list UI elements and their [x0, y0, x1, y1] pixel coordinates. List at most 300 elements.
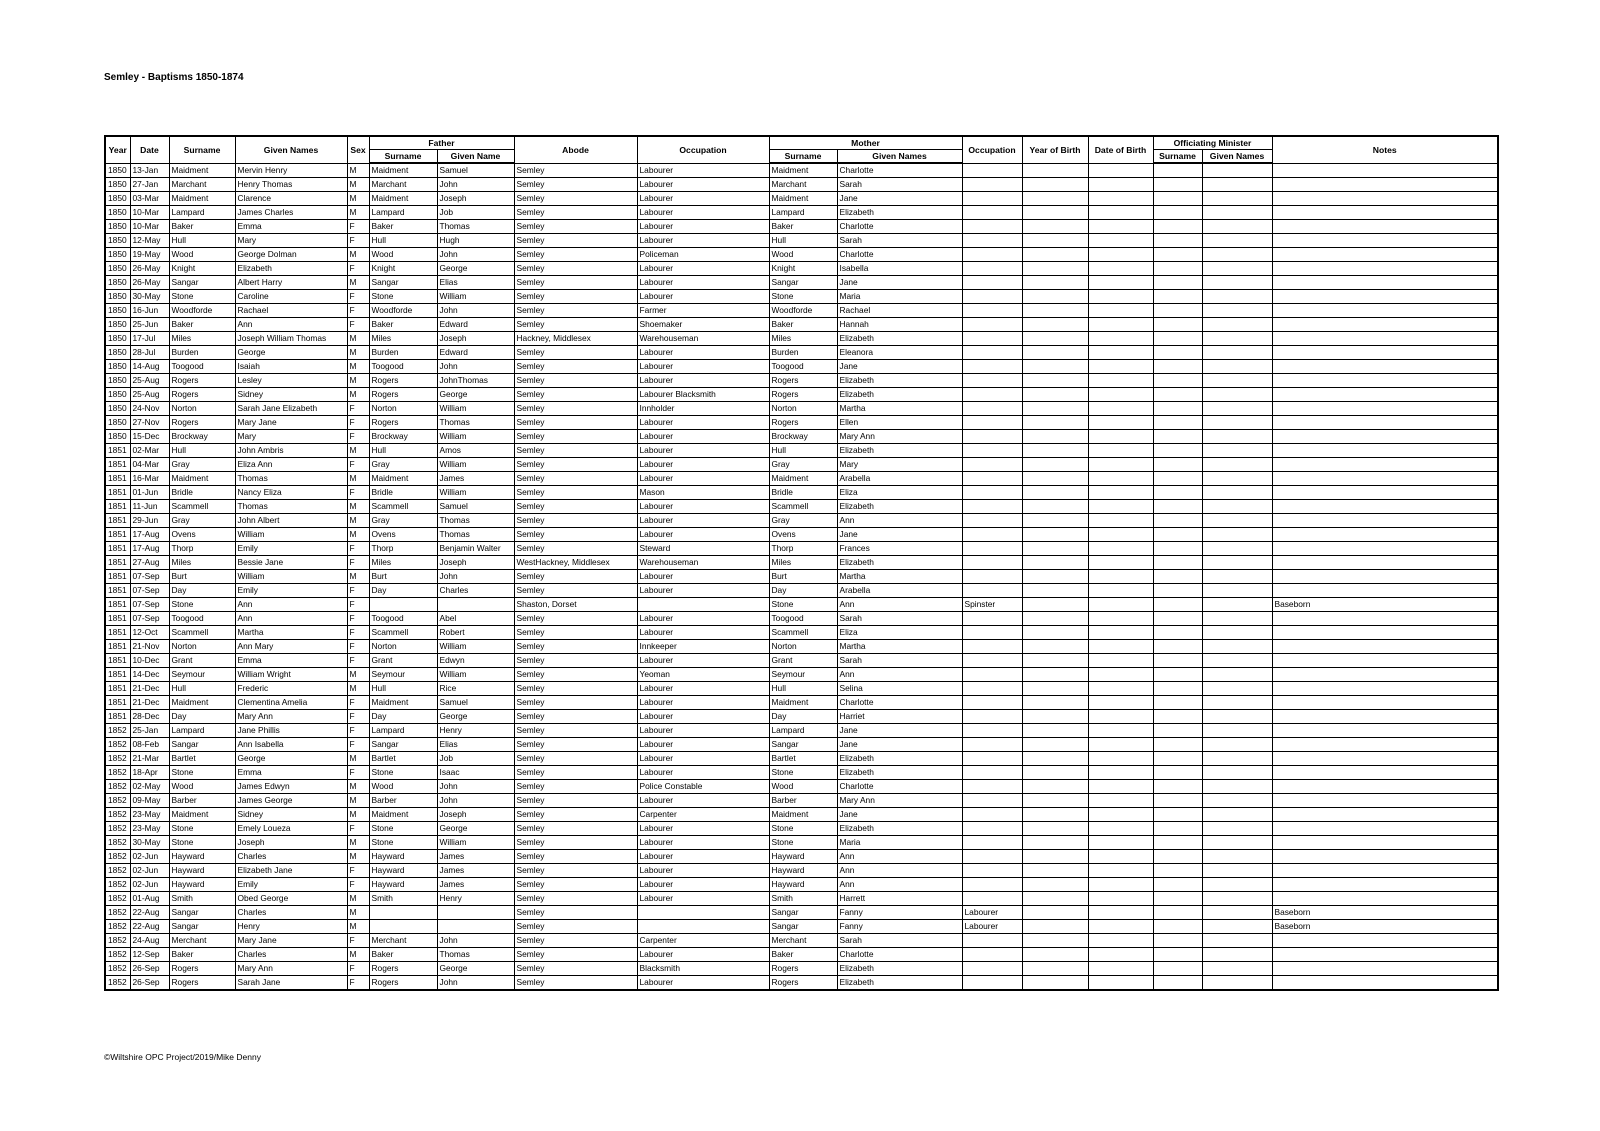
cell-minister-surname	[1153, 178, 1202, 192]
cell-minister-surname	[1153, 402, 1202, 416]
cell-occupation: Labourer	[637, 654, 769, 668]
table-row	[105, 318, 1498, 332]
cell-year-of-birth	[1022, 906, 1088, 920]
cell-notes	[1272, 570, 1498, 584]
cell-sex: M	[347, 570, 369, 584]
cell-year-of-birth	[1022, 514, 1088, 528]
cell-notes	[1272, 864, 1498, 878]
cell-notes	[1272, 444, 1498, 458]
cell-sex: M	[347, 948, 369, 962]
cell-mother-given-names: Hannah	[837, 318, 962, 332]
cell-occupation: Labourer	[637, 472, 769, 486]
cell-date-of-birth	[1088, 388, 1153, 402]
cell-notes	[1272, 346, 1498, 360]
cell-year-of-birth	[1022, 808, 1088, 822]
table-row	[105, 374, 1498, 388]
cell-notes	[1272, 290, 1498, 304]
table-row	[105, 388, 1498, 402]
cell-minister-given-names	[1202, 430, 1272, 444]
cell-abode: Semley	[514, 500, 637, 514]
cell-date-of-birth	[1088, 696, 1153, 710]
cell-sex: F	[347, 598, 369, 612]
cell-year: 1852	[105, 808, 130, 822]
cell-minister-surname	[1153, 332, 1202, 346]
cell-mother-occupation	[962, 262, 1022, 276]
cell-year-of-birth	[1022, 178, 1088, 192]
cell-mother-surname: Stone	[769, 822, 837, 836]
cell-date: 10-Mar	[130, 206, 169, 220]
cell-sex: F	[347, 710, 369, 724]
table-row	[105, 808, 1498, 822]
cell-year-of-birth	[1022, 486, 1088, 500]
cell-father-given-name: Edward	[437, 318, 514, 332]
cell-minister-given-names	[1202, 374, 1272, 388]
cell-minister-given-names	[1202, 682, 1272, 696]
cell-date: 18-Apr	[130, 766, 169, 780]
cell-minister-given-names	[1202, 850, 1272, 864]
col-header-occupation: Occupation	[637, 136, 769, 163]
cell-occupation: Labourer	[637, 374, 769, 388]
cell-mother-given-names: Mary Ann	[837, 794, 962, 808]
table-row	[105, 472, 1498, 486]
cell-surname: Day	[169, 710, 235, 724]
cell-minister-given-names	[1202, 472, 1272, 486]
cell-father-given-name: James	[437, 878, 514, 892]
cell-mother-given-names: Jane	[837, 192, 962, 206]
cell-father-surname: Wood	[369, 248, 437, 262]
cell-abode: Semley	[514, 514, 637, 528]
cell-year-of-birth	[1022, 416, 1088, 430]
cell-abode: Semley	[514, 416, 637, 430]
cell-date-of-birth	[1088, 472, 1153, 486]
cell-occupation: Innholder	[637, 402, 769, 416]
cell-father-given-name: John	[437, 570, 514, 584]
cell-mother-given-names: Charlotte	[837, 780, 962, 794]
cell-minister-surname	[1153, 878, 1202, 892]
cell-sex: M	[347, 528, 369, 542]
cell-surname: Stone	[169, 290, 235, 304]
cell-surname: Stone	[169, 822, 235, 836]
cell-year-of-birth	[1022, 374, 1088, 388]
cell-date: 11-Jun	[130, 500, 169, 514]
cell-year: 1851	[105, 528, 130, 542]
cell-abode: Semley	[514, 794, 637, 808]
cell-date-of-birth	[1088, 416, 1153, 430]
cell-given-names: Emily	[235, 542, 347, 556]
cell-year: 1850	[105, 248, 130, 262]
cell-mother-given-names: Sarah	[837, 178, 962, 192]
cell-sex: F	[347, 458, 369, 472]
cell-father-given-name: Samuel	[437, 696, 514, 710]
cell-sex: F	[347, 654, 369, 668]
cell-date-of-birth	[1088, 780, 1153, 794]
cell-occupation: Labourer	[637, 836, 769, 850]
cell-father-given-name: Amos	[437, 444, 514, 458]
cell-father-given-name: Elias	[437, 276, 514, 290]
cell-year-of-birth	[1022, 682, 1088, 696]
cell-sex: F	[347, 976, 369, 991]
cell-mother-occupation	[962, 388, 1022, 402]
cell-mother-given-names: Elizabeth	[837, 822, 962, 836]
cell-father-surname: Rogers	[369, 374, 437, 388]
cell-year: 1850	[105, 416, 130, 430]
cell-date-of-birth	[1088, 402, 1153, 416]
cell-year: 1852	[105, 864, 130, 878]
cell-mother-given-names: Elizabeth	[837, 500, 962, 514]
cell-abode: Semley	[514, 934, 637, 948]
cell-date-of-birth	[1088, 430, 1153, 444]
cell-surname: Lampard	[169, 206, 235, 220]
cell-abode: Semley	[514, 920, 637, 934]
cell-father-surname: Brockway	[369, 430, 437, 444]
cell-mother-given-names: Jane	[837, 360, 962, 374]
cell-date: 17-Aug	[130, 528, 169, 542]
cell-year: 1852	[105, 878, 130, 892]
cell-mother-occupation	[962, 696, 1022, 710]
cell-mother-occupation	[962, 163, 1022, 178]
cell-father-surname: Ovens	[369, 528, 437, 542]
cell-surname: Ovens	[169, 528, 235, 542]
cell-occupation: Labourer	[637, 192, 769, 206]
cell-year-of-birth	[1022, 542, 1088, 556]
cell-father-surname: Stone	[369, 836, 437, 850]
cell-surname: Burden	[169, 346, 235, 360]
cell-occupation: Labourer Blacksmith	[637, 388, 769, 402]
cell-year-of-birth	[1022, 430, 1088, 444]
cell-minister-surname	[1153, 892, 1202, 906]
cell-minister-surname	[1153, 710, 1202, 724]
cell-father-surname: Toogood	[369, 360, 437, 374]
cell-notes	[1272, 318, 1498, 332]
cell-minister-surname	[1153, 206, 1202, 220]
cell-year: 1852	[105, 738, 130, 752]
cell-mother-given-names: Mary	[837, 458, 962, 472]
cell-date: 07-Sep	[130, 570, 169, 584]
cell-notes	[1272, 163, 1498, 178]
cell-abode: Semley	[514, 780, 637, 794]
cell-minister-given-names	[1202, 290, 1272, 304]
cell-date-of-birth	[1088, 346, 1153, 360]
cell-father-given-name: George	[437, 710, 514, 724]
cell-given-names: Clarence	[235, 192, 347, 206]
cell-given-names: Caroline	[235, 290, 347, 304]
cell-date: 01-Aug	[130, 892, 169, 906]
cell-father-given-name: William	[437, 668, 514, 682]
cell-notes	[1272, 486, 1498, 500]
table-row	[105, 360, 1498, 374]
cell-mother-occupation	[962, 626, 1022, 640]
cell-sex: M	[347, 163, 369, 178]
cell-year-of-birth	[1022, 220, 1088, 234]
cell-given-names: John Albert	[235, 514, 347, 528]
cell-year-of-birth	[1022, 626, 1088, 640]
cell-minister-given-names	[1202, 514, 1272, 528]
cell-surname: Baker	[169, 220, 235, 234]
cell-abode: Semley	[514, 640, 637, 654]
cell-year: 1851	[105, 556, 130, 570]
cell-mother-surname: Day	[769, 584, 837, 598]
cell-surname: Baker	[169, 948, 235, 962]
cell-mother-surname: Ovens	[769, 528, 837, 542]
col-header-mother-given-names: Given Names	[837, 150, 962, 164]
cell-abode: Semley	[514, 906, 637, 920]
cell-abode: Semley	[514, 878, 637, 892]
cell-father-given-name: Thomas	[437, 948, 514, 962]
cell-given-names: Isaiah	[235, 360, 347, 374]
cell-sex: F	[347, 626, 369, 640]
cell-father-given-name: John	[437, 934, 514, 948]
cell-father-given-name: Isaac	[437, 766, 514, 780]
cell-minister-surname	[1153, 220, 1202, 234]
cell-minister-surname	[1153, 346, 1202, 360]
cell-sex: M	[347, 794, 369, 808]
cell-abode: Semley	[514, 962, 637, 976]
cell-notes	[1272, 304, 1498, 318]
cell-year: 1852	[105, 976, 130, 991]
cell-minister-given-names	[1202, 360, 1272, 374]
cell-date: 02-May	[130, 780, 169, 794]
cell-notes	[1272, 584, 1498, 598]
cell-occupation: Labourer	[637, 163, 769, 178]
cell-father-surname: Miles	[369, 556, 437, 570]
cell-occupation: Blacksmith	[637, 962, 769, 976]
cell-mother-given-names: Jane	[837, 724, 962, 738]
cell-occupation: Mason	[637, 486, 769, 500]
cell-year: 1852	[105, 906, 130, 920]
cell-mother-given-names: Jane	[837, 808, 962, 822]
cell-mother-surname: Sangar	[769, 920, 837, 934]
table-row	[105, 612, 1498, 626]
cell-abode: Semley	[514, 388, 637, 402]
cell-sex: F	[347, 724, 369, 738]
col-header-mother-surname: Surname	[769, 150, 837, 164]
cell-occupation: Labourer	[637, 878, 769, 892]
cell-minister-surname	[1153, 836, 1202, 850]
cell-minister-surname	[1153, 584, 1202, 598]
cell-father-surname: Maidment	[369, 808, 437, 822]
cell-surname: Bridle	[169, 486, 235, 500]
cell-minister-given-names	[1202, 878, 1272, 892]
cell-surname: Hull	[169, 234, 235, 248]
cell-mother-surname: Hayward	[769, 864, 837, 878]
cell-date: 21-Mar	[130, 752, 169, 766]
cell-minister-given-names	[1202, 864, 1272, 878]
cell-date-of-birth	[1088, 542, 1153, 556]
cell-notes	[1272, 332, 1498, 346]
cell-minister-surname	[1153, 794, 1202, 808]
cell-father-given-name: John	[437, 178, 514, 192]
cell-abode: Semley	[514, 850, 637, 864]
cell-mother-occupation	[962, 206, 1022, 220]
cell-notes	[1272, 892, 1498, 906]
cell-minister-surname	[1153, 458, 1202, 472]
cell-occupation: Labourer	[637, 290, 769, 304]
cell-mother-given-names: Eleanora	[837, 346, 962, 360]
cell-mother-surname: Burt	[769, 570, 837, 584]
cell-sex: M	[347, 850, 369, 864]
cell-abode: Semley	[514, 458, 637, 472]
cell-mother-given-names: Fanny	[837, 906, 962, 920]
cell-sex: F	[347, 486, 369, 500]
cell-sex: M	[347, 906, 369, 920]
cell-mother-occupation	[962, 486, 1022, 500]
cell-surname: Scammell	[169, 626, 235, 640]
cell-mother-surname: Merchant	[769, 934, 837, 948]
cell-year: 1852	[105, 850, 130, 864]
cell-occupation: Labourer	[637, 234, 769, 248]
cell-minister-surname	[1153, 556, 1202, 570]
cell-year: 1851	[105, 640, 130, 654]
cell-father-given-name: John	[437, 248, 514, 262]
cell-mother-surname: Smith	[769, 892, 837, 906]
table-row	[105, 668, 1498, 682]
cell-mother-given-names: Ann	[837, 850, 962, 864]
cell-given-names: Henry Thomas	[235, 178, 347, 192]
cell-mother-given-names: Elizabeth	[837, 206, 962, 220]
table-row	[105, 836, 1498, 850]
cell-date-of-birth	[1088, 892, 1153, 906]
cell-father-surname: Hull	[369, 234, 437, 248]
cell-sex: F	[347, 934, 369, 948]
cell-given-names: Emma	[235, 220, 347, 234]
cell-abode: Semley	[514, 374, 637, 388]
cell-date-of-birth	[1088, 178, 1153, 192]
cell-occupation: Labourer	[637, 948, 769, 962]
cell-father-surname: Scammell	[369, 500, 437, 514]
cell-abode: Hackney, Middlesex	[514, 332, 637, 346]
cell-occupation: Shoemaker	[637, 318, 769, 332]
cell-occupation: Labourer	[637, 444, 769, 458]
cell-given-names: James Edwyn	[235, 780, 347, 794]
cell-father-given-name: Job	[437, 206, 514, 220]
cell-abode: Semley	[514, 626, 637, 640]
cell-occupation: Labourer	[637, 458, 769, 472]
cell-mother-surname: Gray	[769, 514, 837, 528]
table-row	[105, 248, 1498, 262]
cell-surname: Sangar	[169, 276, 235, 290]
cell-abode: Semley	[514, 206, 637, 220]
cell-surname: Stone	[169, 598, 235, 612]
cell-year-of-birth	[1022, 752, 1088, 766]
cell-notes	[1272, 878, 1498, 892]
cell-mother-given-names: Charlotte	[837, 696, 962, 710]
cell-sex: F	[347, 556, 369, 570]
cell-given-names: James Charles	[235, 206, 347, 220]
cell-father-surname: Seymour	[369, 668, 437, 682]
cell-father-surname: Baker	[369, 948, 437, 962]
cell-date-of-birth	[1088, 318, 1153, 332]
cell-date: 12-Sep	[130, 948, 169, 962]
cell-date-of-birth	[1088, 878, 1153, 892]
cell-mother-occupation	[962, 290, 1022, 304]
cell-mother-given-names: Maria	[837, 290, 962, 304]
cell-mother-surname: Norton	[769, 640, 837, 654]
cell-surname: Miles	[169, 556, 235, 570]
cell-sex: F	[347, 962, 369, 976]
table-row	[105, 584, 1498, 598]
cell-given-names: Obed George	[235, 892, 347, 906]
cell-date: 27-Jan	[130, 178, 169, 192]
cell-mother-occupation	[962, 738, 1022, 752]
cell-notes	[1272, 780, 1498, 794]
cell-father-given-name: John	[437, 304, 514, 318]
cell-date-of-birth	[1088, 332, 1153, 346]
cell-occupation: Labourer	[637, 178, 769, 192]
cell-given-names: John Ambris	[235, 444, 347, 458]
cell-given-names: Emma	[235, 654, 347, 668]
cell-sex: F	[347, 416, 369, 430]
cell-given-names: Ann	[235, 318, 347, 332]
cell-year-of-birth	[1022, 290, 1088, 304]
cell-sex: F	[347, 290, 369, 304]
cell-date-of-birth	[1088, 934, 1153, 948]
cell-minister-surname	[1153, 388, 1202, 402]
cell-abode: Semley	[514, 654, 637, 668]
cell-mother-given-names: Sarah	[837, 934, 962, 948]
cell-surname: Brockway	[169, 430, 235, 444]
cell-date: 07-Sep	[130, 584, 169, 598]
cell-father-given-name: Joseph	[437, 556, 514, 570]
cell-occupation	[637, 906, 769, 920]
cell-notes	[1272, 766, 1498, 780]
col-header-minister-surname: Surname	[1153, 150, 1202, 164]
cell-year: 1850	[105, 163, 130, 178]
cell-surname: Maidment	[169, 163, 235, 178]
cell-notes	[1272, 752, 1498, 766]
col-group-mother: Mother	[769, 136, 962, 150]
cell-year: 1852	[105, 766, 130, 780]
cell-date-of-birth	[1088, 612, 1153, 626]
cell-date-of-birth	[1088, 738, 1153, 752]
cell-year-of-birth	[1022, 262, 1088, 276]
cell-year-of-birth	[1022, 976, 1088, 991]
cell-abode: Semley	[514, 262, 637, 276]
cell-sex: M	[347, 780, 369, 794]
cell-abode: Semley	[514, 220, 637, 234]
cell-abode: Semley	[514, 864, 637, 878]
cell-mother-occupation	[962, 822, 1022, 836]
cell-mother-occupation	[962, 402, 1022, 416]
cell-father-surname: Baker	[369, 220, 437, 234]
cell-mother-surname: Burden	[769, 346, 837, 360]
cell-father-surname: Maidment	[369, 163, 437, 178]
cell-given-names: Thomas	[235, 500, 347, 514]
cell-year: 1850	[105, 262, 130, 276]
cell-given-names: Sidney	[235, 808, 347, 822]
cell-notes: Baseborn	[1272, 598, 1498, 612]
cell-mother-surname: Grant	[769, 654, 837, 668]
cell-minister-surname	[1153, 864, 1202, 878]
cell-year-of-birth	[1022, 612, 1088, 626]
cell-father-surname: Gray	[369, 514, 437, 528]
cell-father-given-name: John	[437, 360, 514, 374]
cell-mother-occupation	[962, 528, 1022, 542]
cell-father-surname: Hayward	[369, 864, 437, 878]
cell-mother-occupation	[962, 864, 1022, 878]
cell-abode: Semley	[514, 234, 637, 248]
cell-occupation: Labourer	[637, 220, 769, 234]
cell-abode: Semley	[514, 766, 637, 780]
cell-occupation: Labourer	[637, 500, 769, 514]
cell-sex: M	[347, 178, 369, 192]
cell-occupation: Labourer	[637, 514, 769, 528]
cell-year: 1852	[105, 948, 130, 962]
cell-surname: Maidment	[169, 472, 235, 486]
cell-given-names: Charles	[235, 850, 347, 864]
cell-mother-given-names: Sarah	[837, 654, 962, 668]
cell-mother-surname: Stone	[769, 766, 837, 780]
cell-occupation: Labourer	[637, 822, 769, 836]
